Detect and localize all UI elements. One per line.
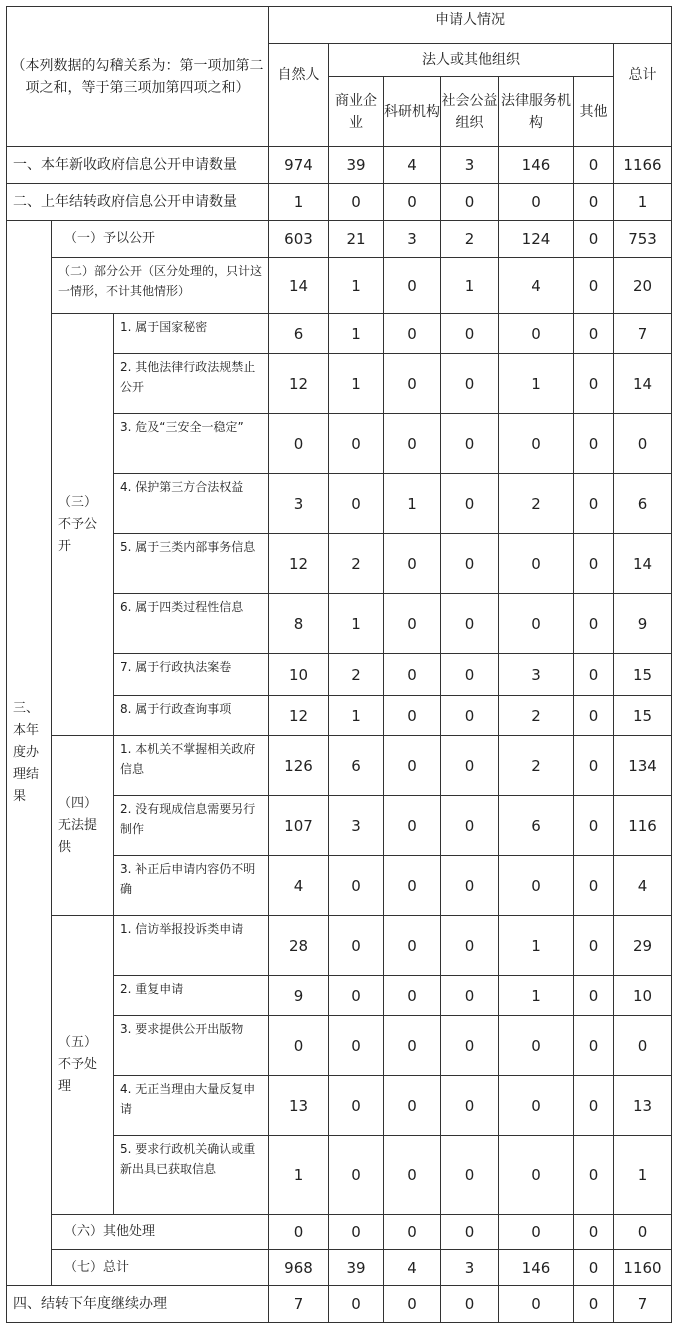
- value-cell: 3: [499, 654, 574, 696]
- row-label: 7. 属于行政执法案卷: [114, 654, 269, 696]
- row-label: （七）总计: [52, 1250, 269, 1286]
- header-total: 总计: [614, 44, 672, 147]
- value-cell: 4: [499, 258, 574, 314]
- value-cell: 2: [499, 696, 574, 736]
- value-cell: 0: [441, 796, 499, 856]
- value-cell: 0: [574, 354, 614, 414]
- value-cell: 1: [329, 594, 384, 654]
- value-cell: 0: [499, 314, 574, 354]
- value-cell: 6: [614, 474, 672, 534]
- value-cell: 1: [499, 916, 574, 976]
- value-cell: 1: [384, 474, 441, 534]
- header-note: （本列数据的勾稽关系为：第一项加第二项之和，等于第三项加第四项之和）: [7, 7, 269, 147]
- value-cell: 0: [384, 1076, 441, 1136]
- value-cell: 0: [441, 414, 499, 474]
- group-label-g3: （三）不予公开: [52, 314, 114, 736]
- value-cell: 0: [441, 736, 499, 796]
- value-cell: 0: [499, 1286, 574, 1323]
- value-cell: 0: [574, 976, 614, 1016]
- row-label: 1. 属于国家秘密: [114, 314, 269, 354]
- value-cell: 0: [441, 184, 499, 221]
- value-cell: 1: [269, 1136, 329, 1215]
- row-label: 4. 保护第三方合法权益: [114, 474, 269, 534]
- row-label: （一）予以公开: [52, 221, 269, 258]
- value-cell: 0: [329, 414, 384, 474]
- row-label: 3. 补正后申请内容仍不明确: [114, 856, 269, 916]
- value-cell: 7: [614, 1286, 672, 1323]
- value-cell: 8: [269, 594, 329, 654]
- row-label: 一、本年新收政府信息公开申请数量: [7, 147, 269, 184]
- header-other: 其他: [574, 77, 614, 147]
- value-cell: 0: [574, 534, 614, 594]
- value-cell: 1: [614, 1136, 672, 1215]
- value-cell: 0: [499, 414, 574, 474]
- value-cell: 14: [614, 534, 672, 594]
- value-cell: 0: [574, 147, 614, 184]
- value-cell: 0: [384, 354, 441, 414]
- value-cell: 753: [614, 221, 672, 258]
- value-cell: 2: [499, 736, 574, 796]
- value-cell: 4: [269, 856, 329, 916]
- value-cell: 6: [329, 736, 384, 796]
- value-cell: 0: [499, 856, 574, 916]
- value-cell: 2: [499, 474, 574, 534]
- value-cell: 14: [614, 354, 672, 414]
- value-cell: 0: [574, 1016, 614, 1076]
- row-label: 6. 属于四类过程性信息: [114, 594, 269, 654]
- value-cell: 39: [329, 1250, 384, 1286]
- value-cell: 0: [574, 314, 614, 354]
- value-cell: 0: [441, 1136, 499, 1215]
- value-cell: 1: [329, 354, 384, 414]
- value-cell: 0: [329, 1215, 384, 1250]
- value-cell: 0: [574, 654, 614, 696]
- value-cell: 0: [384, 736, 441, 796]
- value-cell: 15: [614, 696, 672, 736]
- value-cell: 0: [614, 1016, 672, 1076]
- value-cell: 1: [329, 258, 384, 314]
- value-cell: 0: [269, 1016, 329, 1076]
- value-cell: 0: [384, 1016, 441, 1076]
- value-cell: 0: [329, 916, 384, 976]
- value-cell: 39: [329, 147, 384, 184]
- value-cell: 0: [499, 594, 574, 654]
- value-cell: 126: [269, 736, 329, 796]
- table-row: [7, 314, 672, 354]
- value-cell: 0: [574, 916, 614, 976]
- value-cell: 2: [329, 534, 384, 594]
- value-cell: 0: [499, 1136, 574, 1215]
- header-research: 科研机构: [384, 77, 441, 147]
- disclosure-stats-table: [6, 6, 672, 1323]
- header-legal-group: 法人或其他组织: [329, 44, 614, 77]
- table-row: [7, 1215, 672, 1250]
- value-cell: 3: [384, 221, 441, 258]
- value-cell: 1: [441, 258, 499, 314]
- value-cell: 0: [574, 696, 614, 736]
- value-cell: 0: [384, 594, 441, 654]
- table-row: [7, 147, 672, 184]
- value-cell: 12: [269, 534, 329, 594]
- value-cell: 0: [269, 414, 329, 474]
- group-label-g4: （四）无法提供: [52, 736, 114, 916]
- value-cell: 0: [384, 1286, 441, 1323]
- value-cell: 14: [269, 258, 329, 314]
- value-cell: 0: [574, 796, 614, 856]
- header-commercial: 商业企业: [329, 77, 384, 147]
- value-cell: 0: [329, 184, 384, 221]
- value-cell: 9: [614, 594, 672, 654]
- value-cell: 0: [441, 976, 499, 1016]
- row-label: 2. 没有现成信息需要另行制作: [114, 796, 269, 856]
- value-cell: 29: [614, 916, 672, 976]
- value-cell: 10: [614, 976, 672, 1016]
- value-cell: 0: [499, 1076, 574, 1136]
- header-social: 社会公益组织: [441, 77, 499, 147]
- table-row: [7, 1286, 672, 1323]
- value-cell: 0: [441, 1215, 499, 1250]
- value-cell: 0: [441, 654, 499, 696]
- value-cell: 124: [499, 221, 574, 258]
- value-cell: 10: [269, 654, 329, 696]
- value-cell: 0: [384, 534, 441, 594]
- value-cell: 0: [441, 534, 499, 594]
- value-cell: 20: [614, 258, 672, 314]
- value-cell: 0: [499, 1215, 574, 1250]
- value-cell: 0: [574, 184, 614, 221]
- value-cell: 0: [384, 654, 441, 696]
- value-cell: 0: [384, 976, 441, 1016]
- value-cell: 0: [329, 1016, 384, 1076]
- value-cell: 0: [441, 1016, 499, 1076]
- value-cell: 6: [269, 314, 329, 354]
- row-label: 3. 要求提供公开出版物: [114, 1016, 269, 1076]
- value-cell: 0: [441, 354, 499, 414]
- value-cell: 0: [384, 314, 441, 354]
- value-cell: 12: [269, 696, 329, 736]
- value-cell: 0: [574, 736, 614, 796]
- group-label-g5: （五）不予处理: [52, 916, 114, 1215]
- value-cell: 146: [499, 147, 574, 184]
- value-cell: 0: [574, 221, 614, 258]
- value-cell: 4: [384, 1250, 441, 1286]
- value-cell: 0: [441, 474, 499, 534]
- value-cell: 0: [384, 916, 441, 976]
- row-label: 8. 属于行政查询事项: [114, 696, 269, 736]
- value-cell: 1: [329, 314, 384, 354]
- value-cell: 0: [574, 1215, 614, 1250]
- value-cell: 0: [384, 1136, 441, 1215]
- table-row: [7, 221, 672, 258]
- header-natural: 自然人: [269, 44, 329, 147]
- value-cell: 0: [574, 1076, 614, 1136]
- value-cell: 0: [499, 184, 574, 221]
- value-cell: 107: [269, 796, 329, 856]
- value-cell: 134: [614, 736, 672, 796]
- value-cell: 7: [269, 1286, 329, 1323]
- value-cell: 7: [614, 314, 672, 354]
- value-cell: 0: [441, 1286, 499, 1323]
- value-cell: 0: [574, 594, 614, 654]
- row-label: 四、结转下年度继续办理: [7, 1286, 269, 1323]
- value-cell: 0: [329, 1136, 384, 1215]
- value-cell: 0: [574, 1286, 614, 1323]
- value-cell: 968: [269, 1250, 329, 1286]
- value-cell: 0: [614, 1215, 672, 1250]
- value-cell: 974: [269, 147, 329, 184]
- value-cell: 3: [329, 796, 384, 856]
- value-cell: 0: [384, 796, 441, 856]
- value-cell: 146: [499, 1250, 574, 1286]
- row-label: 4. 无正当理由大量反复申请: [114, 1076, 269, 1136]
- table-row: [7, 258, 672, 314]
- value-cell: 0: [329, 976, 384, 1016]
- row-label: 5. 属于三类内部事务信息: [114, 534, 269, 594]
- value-cell: 0: [441, 856, 499, 916]
- value-cell: 1: [614, 184, 672, 221]
- value-cell: 0: [384, 184, 441, 221]
- row-label: 5. 要求行政机关确认或重新出具已获取信息: [114, 1136, 269, 1215]
- value-cell: 0: [384, 856, 441, 916]
- value-cell: 6: [499, 796, 574, 856]
- value-cell: 0: [441, 314, 499, 354]
- value-cell: 4: [384, 147, 441, 184]
- value-cell: 0: [329, 1286, 384, 1323]
- header-applicant: 申请人情况: [269, 7, 672, 44]
- value-cell: 15: [614, 654, 672, 696]
- value-cell: 0: [574, 1136, 614, 1215]
- value-cell: 0: [384, 1215, 441, 1250]
- header-legal-service: 法律服务机构: [499, 77, 574, 147]
- row-label: 2. 重复申请: [114, 976, 269, 1016]
- table-row: [7, 916, 672, 976]
- value-cell: 0: [329, 1076, 384, 1136]
- value-cell: 1: [329, 696, 384, 736]
- value-cell: 1166: [614, 147, 672, 184]
- table-row: [7, 736, 672, 796]
- row-label: 1. 本机关不掌握相关政府信息: [114, 736, 269, 796]
- value-cell: 0: [441, 1076, 499, 1136]
- row-label: 2. 其他法律行政法规禁止公开: [114, 354, 269, 414]
- value-cell: 1: [269, 184, 329, 221]
- value-cell: 0: [499, 534, 574, 594]
- value-cell: 0: [384, 696, 441, 736]
- section-label-s3: 三、本年度办理结果: [7, 221, 52, 1286]
- value-cell: 9: [269, 976, 329, 1016]
- value-cell: 0: [329, 856, 384, 916]
- value-cell: 13: [614, 1076, 672, 1136]
- value-cell: 0: [441, 594, 499, 654]
- value-cell: 603: [269, 221, 329, 258]
- value-cell: 0: [384, 414, 441, 474]
- row-label: （二）部分公开（区分处理的，只计这一情形，不计其他情形）: [52, 258, 269, 314]
- table-row: [7, 1250, 672, 1286]
- value-cell: 0: [574, 414, 614, 474]
- row-label: 二、上年结转政府信息公开申请数量: [7, 184, 269, 221]
- value-cell: 0: [574, 474, 614, 534]
- value-cell: 2: [441, 221, 499, 258]
- value-cell: 2: [329, 654, 384, 696]
- value-cell: 0: [574, 1250, 614, 1286]
- value-cell: 0: [441, 696, 499, 736]
- value-cell: 12: [269, 354, 329, 414]
- value-cell: 4: [614, 856, 672, 916]
- value-cell: 0: [384, 258, 441, 314]
- value-cell: 1: [499, 354, 574, 414]
- value-cell: 3: [441, 147, 499, 184]
- value-cell: 13: [269, 1076, 329, 1136]
- table-row: [7, 184, 672, 221]
- value-cell: 116: [614, 796, 672, 856]
- value-cell: 0: [574, 258, 614, 314]
- value-cell: 0: [329, 474, 384, 534]
- value-cell: 0: [574, 856, 614, 916]
- value-cell: 21: [329, 221, 384, 258]
- value-cell: 0: [614, 414, 672, 474]
- row-label: 3. 危及“三安全一稳定”: [114, 414, 269, 474]
- row-label: （六）其他处理: [52, 1215, 269, 1250]
- value-cell: 1160: [614, 1250, 672, 1286]
- value-cell: 0: [441, 916, 499, 976]
- value-cell: 0: [269, 1215, 329, 1250]
- row-label: 1. 信访举报投诉类申请: [114, 916, 269, 976]
- value-cell: 3: [441, 1250, 499, 1286]
- value-cell: 28: [269, 916, 329, 976]
- value-cell: 3: [269, 474, 329, 534]
- value-cell: 0: [499, 1016, 574, 1076]
- value-cell: 1: [499, 976, 574, 1016]
